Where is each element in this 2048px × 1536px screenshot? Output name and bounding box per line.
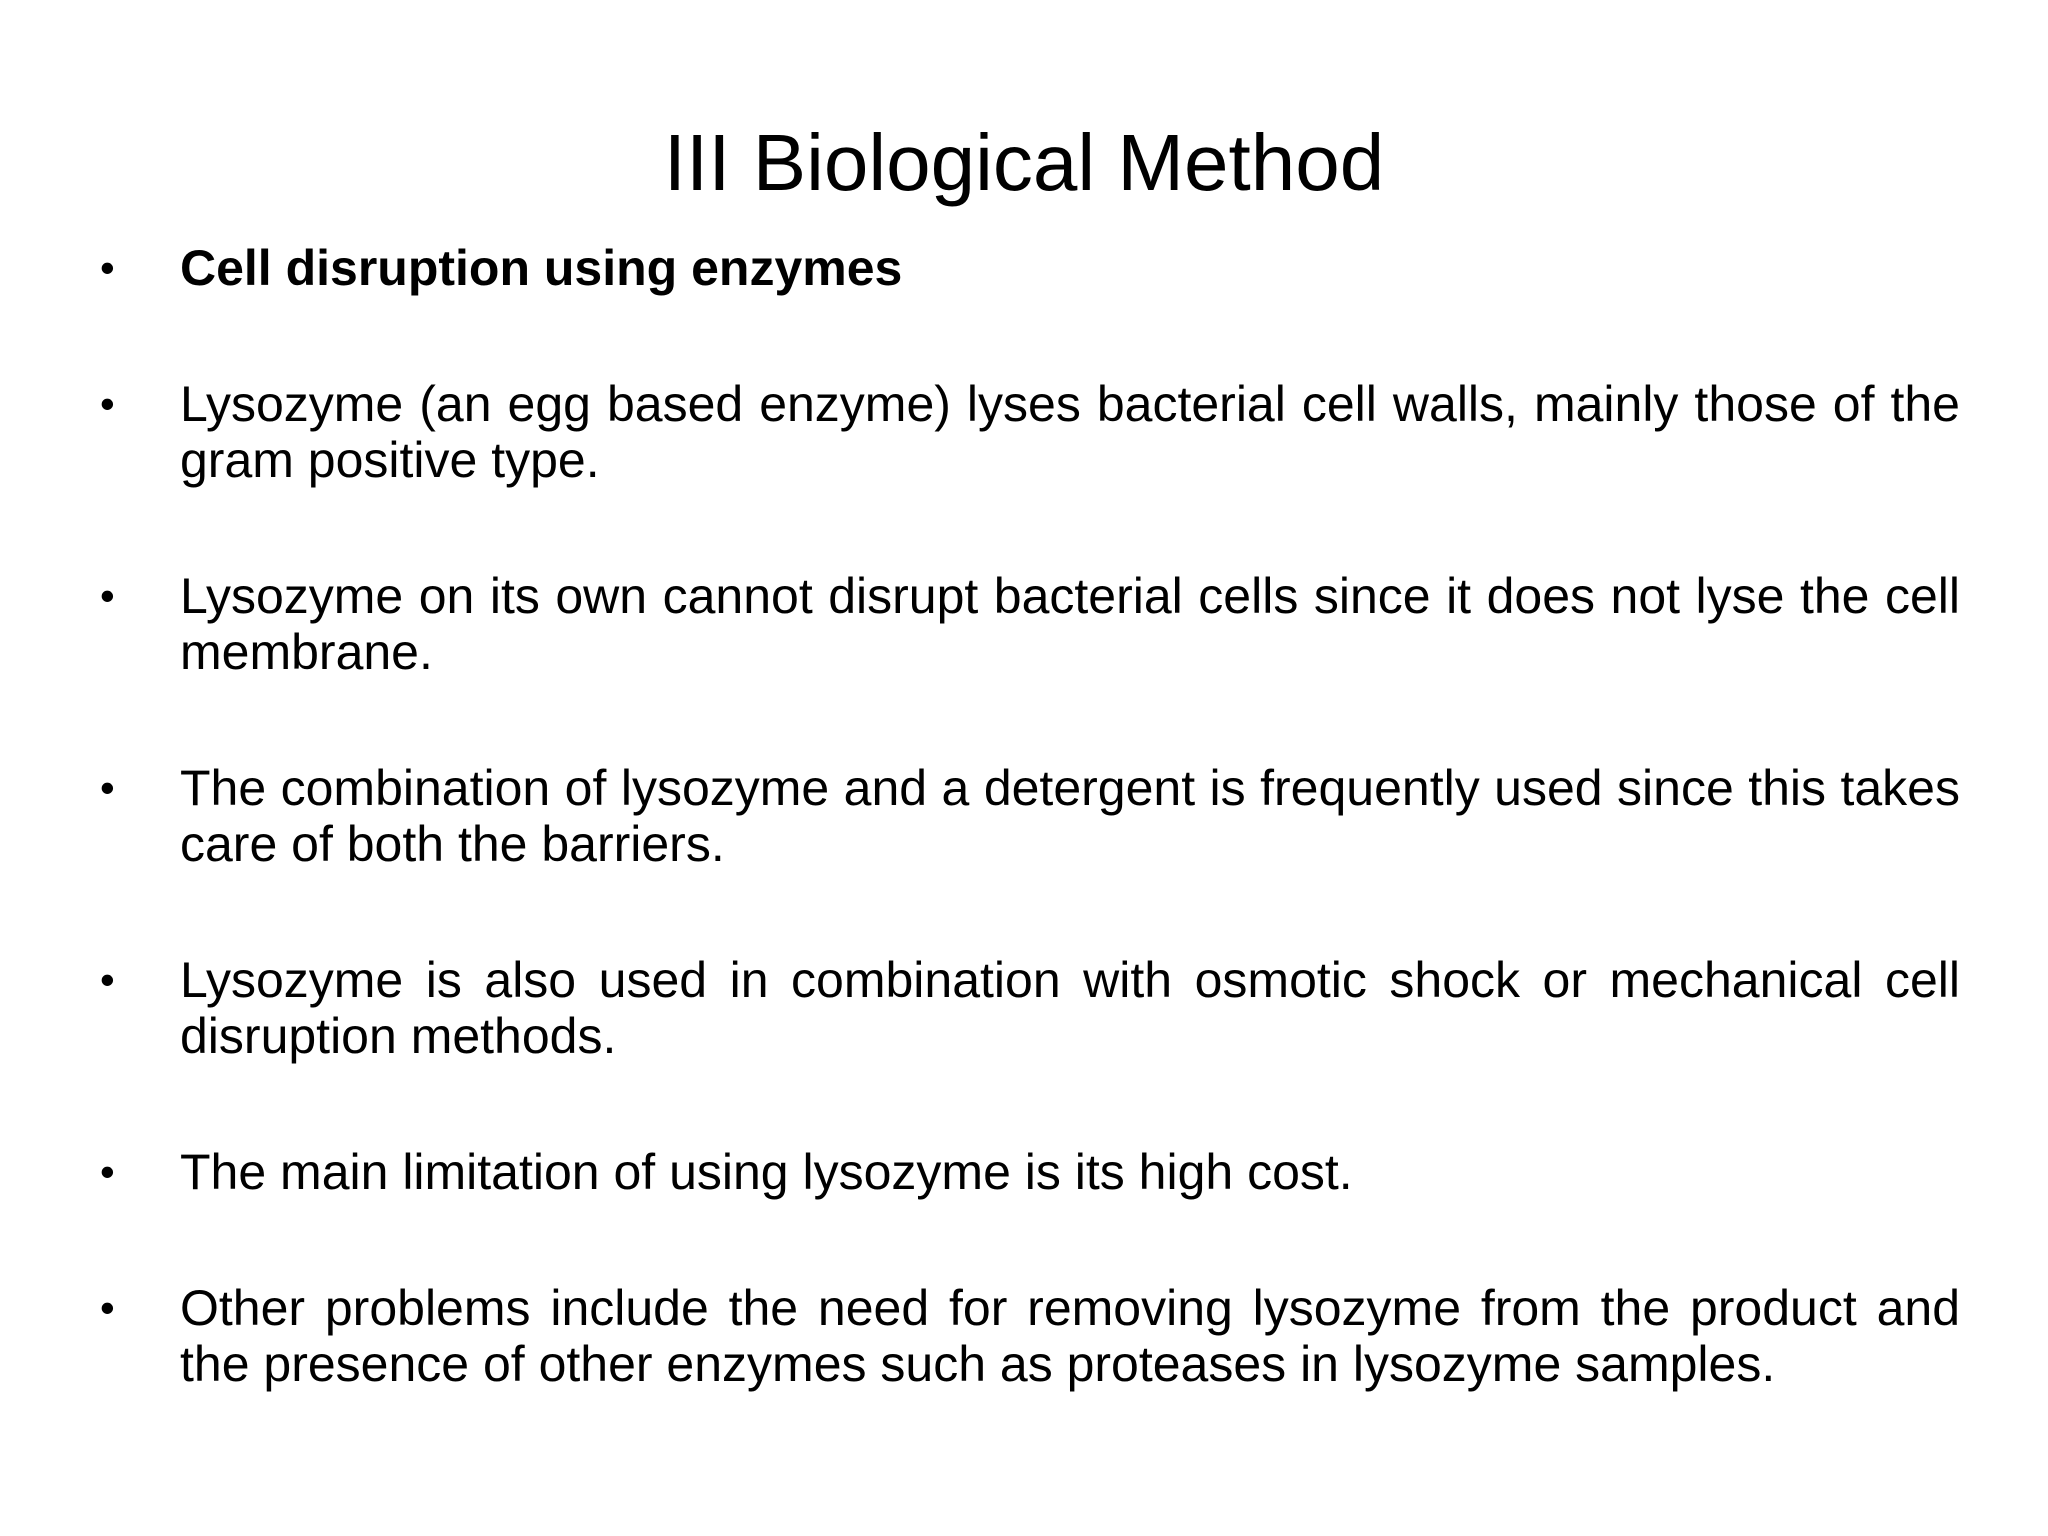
bullet-item <box>100 568 1960 680</box>
bullet-dot: • <box>100 764 115 811</box>
bullet-item <box>100 760 1960 872</box>
bullet-dot: • <box>100 1284 115 1331</box>
bullet-text: Lysozyme is also used in combination with osmotic shock or mechanical cell disruption methods. <box>180 952 1960 1064</box>
bullet-dot: • <box>100 956 115 1003</box>
bullet-dot: • <box>100 380 115 427</box>
bullet-dot: • <box>100 1148 115 1195</box>
bullet-text: Other problems include the need for removing lysozyme from the product and the presence of other enzymes such as proteases in lysozyme samples. <box>180 1280 1960 1392</box>
bullet-text: Lysozyme on its own cannot disrupt bacterial cells since it does not lyse the cell membrane. <box>180 568 1960 680</box>
bullet-item <box>100 376 1960 488</box>
slide-title: III Biological Method <box>663 118 1385 207</box>
bullet-text: Lysozyme (an egg based enzyme) lyses bacterial cell walls, mainly those of the gram positive type. <box>180 376 1960 488</box>
bullet-dot: • <box>100 572 115 619</box>
bullet-item <box>100 1280 1960 1392</box>
bullet-text: The combination of lysozyme and a detergent is frequently used since this takes care of both the barriers. <box>180 760 1960 872</box>
bullet-item <box>100 240 1960 296</box>
bullet-text: The main limitation of using lysozyme is its high cost. <box>180 1144 1353 1200</box>
bullet-text: Cell disruption using enzymes <box>180 240 903 296</box>
bullet-item <box>100 952 1960 1064</box>
bullet-item <box>100 1144 1960 1200</box>
bullet-dot: • <box>100 244 115 291</box>
bullet-list <box>100 240 1960 1472</box>
